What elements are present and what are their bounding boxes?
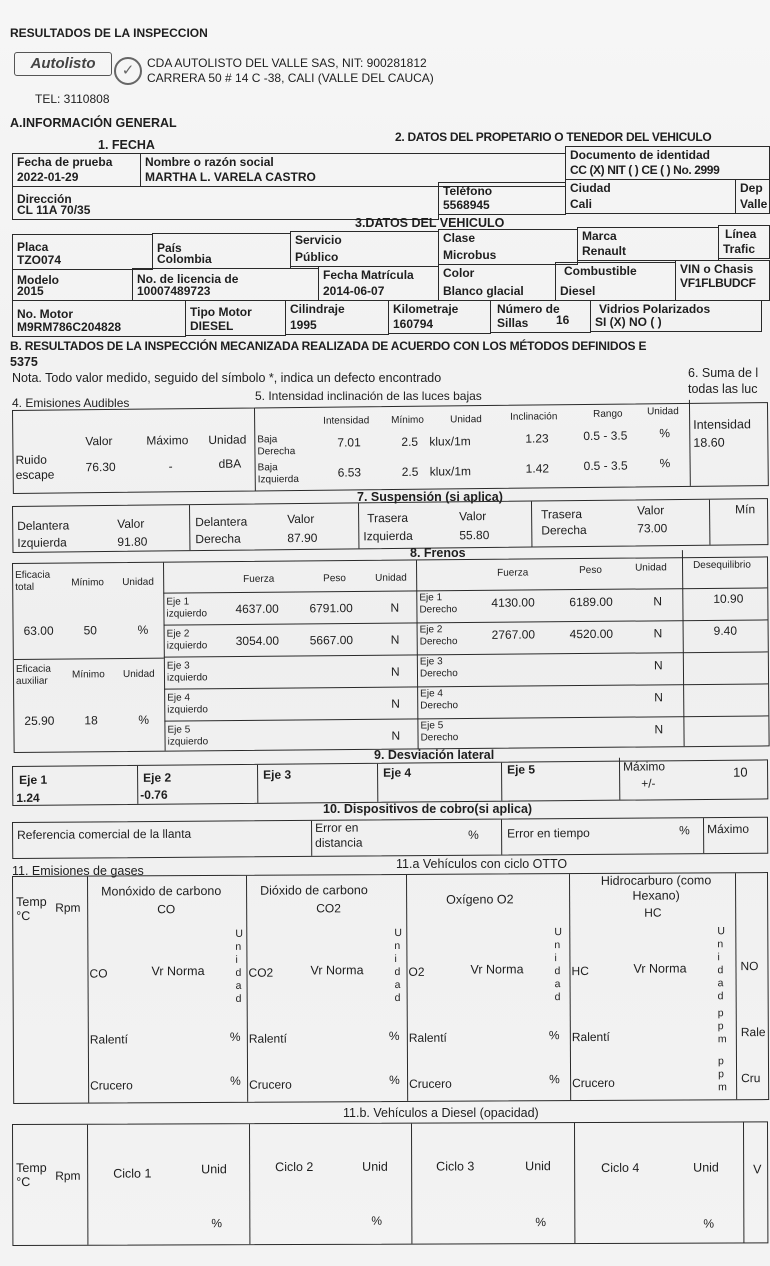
value: CC (X) NIT ( ) CE ( ) No. 2999 xyxy=(570,163,720,177)
brakes-title: 8. Frenos xyxy=(410,546,466,560)
light-inclinacion: 1.42 xyxy=(525,461,550,476)
label: No. Motor xyxy=(17,307,73,321)
ralenti-partial: Rale xyxy=(740,1025,766,1040)
axle-right-unit: N xyxy=(654,722,664,737)
combustible-cell xyxy=(555,262,676,301)
crucero-pct: % xyxy=(389,1072,400,1088)
value: Blanco glacial xyxy=(443,284,524,298)
axle-left-side: izquierdo xyxy=(166,608,208,620)
value: 2022-01-29 xyxy=(17,170,79,184)
axle-right-unit: N xyxy=(653,594,663,609)
suspension-box xyxy=(12,498,768,553)
susp-label: Derecha xyxy=(541,522,587,538)
light-unidad2: % xyxy=(659,456,671,471)
axle-left-peso: 6791.00 xyxy=(309,601,353,616)
susp-min-label: Mín xyxy=(735,502,756,517)
label: Cilindraje xyxy=(290,302,345,316)
axle-left-label: Eje 2 xyxy=(166,628,190,640)
axle-right-unit: N xyxy=(653,626,663,641)
crucero-label: Crucero xyxy=(249,1077,292,1092)
value: 16 xyxy=(556,313,570,327)
label: Teléfono xyxy=(443,184,493,198)
label: VIN o Chasis xyxy=(680,262,754,276)
pais-cell xyxy=(152,233,291,269)
ralenti-label: Ralentí xyxy=(408,1030,447,1045)
sillas-cell xyxy=(490,300,591,333)
susp-value: 73.00 xyxy=(637,521,668,536)
crucero-label: Crucero xyxy=(90,1078,133,1093)
crucero-label: Crucero xyxy=(409,1076,452,1091)
documento-cell xyxy=(565,146,770,180)
light-intensidad: 6.53 xyxy=(337,465,362,480)
kilometraje-cell xyxy=(388,300,491,334)
diesel-unid: Unid xyxy=(362,1159,388,1174)
susp-label: Derecha xyxy=(195,531,241,547)
dev-axle-label: Eje 4 xyxy=(383,765,412,780)
gas-code: CO xyxy=(89,966,108,981)
susp-value: 87.90 xyxy=(287,530,318,546)
company-address: CARRERA 50 # 14 C -38, CALI (VALLE DEL CAUCA) xyxy=(147,71,434,85)
noise-max: - xyxy=(168,459,173,474)
axle-left-label: Eje 3 xyxy=(166,660,190,672)
ralenti-pct: % xyxy=(548,1028,560,1043)
light-row-label: Baja xyxy=(257,462,278,474)
no-label: NO xyxy=(740,959,759,974)
matricula-cell xyxy=(318,266,439,301)
ralenti-label: Ralentí xyxy=(248,1031,287,1046)
susp-valor-label: Valor xyxy=(287,511,315,527)
axle-left-peso: 5667.00 xyxy=(309,633,354,648)
vr-norma-label: Vr Norma xyxy=(470,962,524,977)
taximeter-box xyxy=(12,817,768,859)
fuerza-header: Fuerza xyxy=(243,573,275,585)
axle-left-side: izquierdo xyxy=(166,672,208,684)
otto-title: 11.a Vehículos con ciclo OTTO xyxy=(396,857,568,871)
lights-header-unidad: Unidad xyxy=(450,414,482,426)
deviation-title: 9. Desviación lateral xyxy=(374,748,495,762)
light-unidad2: % xyxy=(659,426,671,441)
gas-sub: HC xyxy=(644,905,662,920)
value: M9RM786C204828 xyxy=(17,320,122,334)
value: Diesel xyxy=(560,284,596,298)
light-unidad: klux/1m xyxy=(429,434,471,449)
licencia-cell xyxy=(132,268,319,301)
noise-label: Ruido escape xyxy=(15,452,55,482)
axle-left-fuerza: 4637.00 xyxy=(235,601,279,617)
diesel-cycle: Ciclo 4 xyxy=(601,1160,640,1175)
ralenti-label: Ralentí xyxy=(89,1032,128,1047)
diesel-cycle: Ciclo 1 xyxy=(113,1166,152,1181)
label: Nombre o razón social xyxy=(145,155,274,169)
vehicle-title: 3.DATOS DEL VEHICULO xyxy=(355,216,505,230)
lights-sum-value: 18.60 xyxy=(693,435,725,450)
temp-label: Temp °C xyxy=(16,1160,47,1189)
gas-sub: CO xyxy=(157,902,176,917)
peso-header: Peso xyxy=(323,573,346,585)
axle-right-label: Eje 4 xyxy=(420,688,444,700)
tax-dist-pct: % xyxy=(468,827,479,842)
diesel-unid: Unid xyxy=(201,1162,227,1177)
fecha-title: 1. FECHA xyxy=(98,138,155,152)
axle-right-fuerza: 4130.00 xyxy=(491,595,535,610)
label: Ciudad xyxy=(570,181,611,195)
axle-right-label: Eje 2 xyxy=(419,624,443,636)
value: 160794 xyxy=(393,317,434,331)
crucero-label: Crucero xyxy=(572,1075,615,1091)
modelo-cell xyxy=(12,269,133,301)
light-inclinacion: 1.23 xyxy=(525,431,549,446)
fuerza-header: Fuerza xyxy=(497,567,529,579)
susp-label: Delantera xyxy=(195,514,248,530)
susp-valor-label: Valor xyxy=(117,516,145,531)
dev-max-label: Máximo xyxy=(622,759,666,774)
axle-left-unit: N xyxy=(390,600,400,615)
rpm-label: Rpm xyxy=(55,1168,81,1183)
tipo-motor-cell xyxy=(185,300,286,336)
unidad-vertical-label: Unidad xyxy=(394,926,402,1004)
value: SI (X) NO ( ) xyxy=(595,315,662,329)
value: DIESEL xyxy=(190,319,234,333)
telefono-cell xyxy=(438,182,566,215)
noise-unidad-header: Unidad xyxy=(208,432,247,447)
label: Marca xyxy=(582,229,617,243)
value: CL 11A 70/35 xyxy=(17,203,91,217)
diesel-cycle: Ciclo 2 xyxy=(275,1159,314,1175)
noise-valor: 76.30 xyxy=(85,459,116,475)
light-minimo: 2.5 xyxy=(401,464,419,479)
axle-left-label: Eje 5 xyxy=(167,724,191,736)
gas-code: CO2 xyxy=(248,965,274,980)
motor-cell xyxy=(12,300,186,337)
linea-cell xyxy=(718,225,770,259)
defect-note: Nota. Todo valor medido, seguido del símbolo *, indica un defecto encontrado xyxy=(12,371,442,385)
lights-title: 5. Intensidad inclinación de las luces bajas xyxy=(255,389,482,403)
diesel-cycle: Ciclo 3 xyxy=(436,1159,475,1174)
eficacia-total-unit: % xyxy=(137,622,149,637)
section-b-title: B. RESULTADOS DE LA INSPECCIÓN MECANIZADA REALIZADA DE ACUERDO CON LOS MÉTODOS DEFINIDOS E xyxy=(10,339,647,353)
value: MARTHA L. VARELA CASTRO xyxy=(145,170,316,184)
diesel-v-partial: V xyxy=(753,1162,762,1177)
noise-unidad: dBA xyxy=(218,456,242,471)
lights-header-minimo: Mínimo xyxy=(391,414,424,427)
servicio-cell xyxy=(290,231,439,267)
axle-desequilibrio: 10.90 xyxy=(713,591,744,606)
axle-right-side: Derecho xyxy=(420,732,459,744)
diesel-pct: % xyxy=(535,1215,547,1230)
lights-sum-label: Intensidad xyxy=(693,417,751,432)
axle-right-fuerza: 2767.00 xyxy=(491,627,536,642)
axle-left-unit: N xyxy=(390,632,400,647)
dev-max-pm: +/- xyxy=(641,776,656,791)
label: Línea xyxy=(725,227,757,241)
value: Trafic xyxy=(723,242,756,256)
gas-title: Dióxido de carbono xyxy=(260,883,368,898)
noise-lights-box xyxy=(12,402,769,494)
diesel-pct: % xyxy=(371,1213,383,1228)
dev-max: 10 xyxy=(733,764,748,780)
axle-right-label: Eje 5 xyxy=(420,720,444,732)
diesel-pct: % xyxy=(703,1216,715,1231)
ciudad-cell xyxy=(565,179,736,214)
value: Renault xyxy=(582,244,627,258)
eficacia-total: 63.00 xyxy=(23,623,54,638)
unidad-vertical-label: Unidad xyxy=(554,926,562,1004)
susp-label: Izquierda xyxy=(17,535,67,550)
clase-cell xyxy=(438,229,578,265)
direccion-cell xyxy=(12,186,439,220)
susp-label: Delantera xyxy=(17,518,70,533)
gas-title: Monóxido de carbono xyxy=(101,883,222,899)
tax-time-pct: % xyxy=(679,823,690,838)
otto-box xyxy=(12,872,769,1104)
lights-header-unidad2: Unidad xyxy=(646,406,679,418)
ppm-vertical-label: ppm xyxy=(717,1007,727,1046)
light-row-label2: Izquierda xyxy=(257,473,299,486)
unidad-header: Unidad xyxy=(122,668,155,681)
rpm-label: Rpm xyxy=(55,900,81,915)
label: Tipo Motor xyxy=(190,305,252,319)
label: Documento de identidad xyxy=(570,148,711,162)
section-a-title: A.INFORMACIÓN GENERAL xyxy=(10,116,177,130)
company-name: CDA AUTOLISTO DEL VALLE SAS, NIT: 900281812 xyxy=(147,56,427,70)
value: Público xyxy=(295,250,339,264)
label: Fecha Matrícula xyxy=(323,268,414,282)
marca-cell xyxy=(577,227,719,261)
value: 10007489723 xyxy=(137,284,211,298)
value: 5568945 xyxy=(443,198,490,212)
label: Clase xyxy=(443,231,476,245)
dev-axle-label: Eje 5 xyxy=(506,762,536,777)
deviation-box xyxy=(12,759,768,806)
vidrios-cell xyxy=(590,300,762,332)
axle-right-side: Derecho xyxy=(419,604,458,616)
report-title: RESULTADOS DE LA INSPECCION xyxy=(10,26,208,40)
tax-dist-label: Error en distancia xyxy=(314,820,363,850)
noise-max-header: Máximo xyxy=(146,433,189,448)
label: Kilometraje xyxy=(393,302,459,316)
minimo-header: Mínimo xyxy=(71,577,105,589)
label: Vidrios Polarizados xyxy=(599,302,711,316)
value: VF1FLBUDCF xyxy=(680,276,756,290)
value: 2014-06-07 xyxy=(323,284,385,298)
light-rango: 0.5 - 3.5 xyxy=(583,428,628,444)
vr-norma-label: Vr Norma xyxy=(633,961,687,976)
susp-label: Izquierda xyxy=(363,528,413,544)
axle-right-label: Eje 3 xyxy=(419,656,443,668)
fecha-cell xyxy=(12,153,141,187)
axle-left-side: izquierdo xyxy=(167,736,209,748)
dev-axle-value: 1.24 xyxy=(16,790,40,805)
dev-axle-value: -0.76 xyxy=(140,787,168,802)
label: Placa xyxy=(17,240,49,254)
peso-header: Peso xyxy=(579,564,602,577)
unidad-vertical-label: Unidad xyxy=(235,927,243,1005)
departamento-cell xyxy=(735,179,770,214)
owner-title: 2. DATOS DEL PROPETARIO O TENEDOR DEL VEHICULO xyxy=(395,130,712,144)
axle-left-unit: N xyxy=(390,664,400,679)
axle-right-peso: 4520.00 xyxy=(569,626,614,642)
eficacia-total-min: 50 xyxy=(83,623,98,638)
axle-right-label: Eje 1 xyxy=(419,592,443,604)
susp-valor-label: Valor xyxy=(459,509,487,524)
tax-ref-label: Referencia comercial de la llanta xyxy=(17,826,192,842)
dev-axle-label: Eje 2 xyxy=(143,770,172,785)
unidad-header: Unidad xyxy=(635,562,667,574)
label: Dirección xyxy=(17,192,72,206)
gases-title: 11. Emisiones de gases xyxy=(12,864,144,878)
brakes-box xyxy=(12,556,770,753)
susp-value: 55.80 xyxy=(459,528,490,543)
minimo-header: Mínimo xyxy=(71,669,105,681)
ralenti-label: Ralentí xyxy=(571,1029,610,1045)
label: Sillas xyxy=(497,316,529,330)
desequilibrio-header: Desequilibrio xyxy=(693,559,751,572)
suma-title-1: 6. Suma de l xyxy=(688,366,759,380)
crucero-pct: % xyxy=(230,1073,241,1088)
ralenti-pct: % xyxy=(388,1028,400,1044)
diesel-unid: Unid xyxy=(525,1159,551,1174)
axle-right-unit: N xyxy=(654,690,663,705)
axle-right-peso: 6189.00 xyxy=(569,594,613,610)
label: Dep xyxy=(740,181,763,195)
cilindraje-cell xyxy=(285,300,389,335)
susp-label: Trasera xyxy=(541,507,583,522)
company-tel: TEL: 3110808 xyxy=(35,92,110,106)
axle-right-side: Derecho xyxy=(419,668,458,680)
ralenti-pct: % xyxy=(229,1029,241,1044)
axle-right-side: Derecho xyxy=(419,636,458,648)
dev-axle-label: Eje 3 xyxy=(263,767,292,782)
temp-label: Temp °C xyxy=(16,894,47,923)
light-row-label2: Derecha xyxy=(257,446,296,458)
label: Combustible xyxy=(564,264,637,278)
axle-right-unit: N xyxy=(653,658,663,673)
diesel-pct: % xyxy=(211,1216,223,1231)
label: Número de xyxy=(497,302,560,316)
eficacia-aux: 25.90 xyxy=(24,713,55,728)
axle-left-unit: N xyxy=(391,728,401,743)
lights-header-inclinacion: Inclinación xyxy=(510,411,558,423)
light-minimo: 2.5 xyxy=(401,434,419,449)
company-logo: Autolisto xyxy=(14,52,112,76)
axle-left-side: izquierdo xyxy=(166,640,208,652)
label: País xyxy=(157,241,182,255)
suma-title-2: todas las luc xyxy=(688,382,758,396)
gas-sub: CO2 xyxy=(316,901,341,916)
diesel-title: 11.b. Vehículos a Diesel (opacidad) xyxy=(343,1106,539,1120)
value: Cali xyxy=(570,197,593,211)
taximeter-title: 10. Dispositivos de cobro(si aplica) xyxy=(323,802,533,816)
value: Colombia xyxy=(157,252,212,266)
axle-left-fuerza: 3054.00 xyxy=(235,633,280,649)
label: Fecha de prueba xyxy=(17,155,113,169)
diesel-box xyxy=(12,1121,768,1246)
unidad-header: Unidad xyxy=(375,572,407,584)
value: 1995 xyxy=(290,318,317,332)
value: TZO074 xyxy=(17,253,62,267)
label: Modelo xyxy=(17,273,59,287)
color-cell xyxy=(438,264,556,301)
crucero-partial: Cru xyxy=(741,1071,761,1086)
value: Valle xyxy=(740,197,768,211)
value: 2015 xyxy=(17,284,44,298)
susp-value: 91.80 xyxy=(117,534,148,549)
axle-right-side: Derecho xyxy=(420,700,459,712)
placa-cell xyxy=(12,234,153,270)
label: No. de licencia de xyxy=(137,272,239,286)
light-unidad: klux/1m xyxy=(429,464,472,479)
eficacia-aux-label: Eficacia auxiliar xyxy=(15,663,51,687)
diesel-unid: Unid xyxy=(693,1160,719,1175)
vr-norma-label: Vr Norma xyxy=(151,963,205,979)
gas-code: HC xyxy=(571,963,589,979)
label: Servicio xyxy=(295,233,342,247)
unidad-vertical-label: Unidad xyxy=(717,925,725,1003)
noise-title: 4. Emisiones Audibles xyxy=(12,396,130,410)
section-b-code: 5375 xyxy=(10,355,38,369)
ppm-vertical-label: ppm xyxy=(717,1055,727,1094)
eficacia-total-label: Eficacia total xyxy=(15,569,51,593)
gas-title: Oxígeno O2 xyxy=(446,892,514,907)
noise-valor-header: Valor xyxy=(85,433,113,449)
check-icon: ✓ xyxy=(114,57,142,85)
light-rango: 0.5 - 3.5 xyxy=(583,458,628,474)
eficacia-aux-unit: % xyxy=(138,712,150,727)
label: Color xyxy=(443,266,475,280)
gas-title: Hidrocarburo (como Hexano) xyxy=(600,873,712,903)
unidad-header: Unidad xyxy=(122,576,154,589)
axle-left-label: Eje 1 xyxy=(166,596,190,608)
light-row-label: Baja xyxy=(257,434,278,446)
eficacia-aux-min: 18 xyxy=(84,713,98,728)
dev-axle-label: Eje 1 xyxy=(19,772,48,787)
suspension-title: 7. Suspensión (si aplica) xyxy=(357,490,503,504)
lights-header-rango: Rango xyxy=(593,408,623,420)
tax-time-label: Error en tiempo xyxy=(507,825,590,841)
axle-left-label: Eje 4 xyxy=(167,692,191,704)
crucero-pct: % xyxy=(549,1072,560,1087)
value: Microbus xyxy=(443,248,497,262)
axle-left-side: izquierdo xyxy=(167,704,208,716)
tax-max-label: Máximo xyxy=(707,821,750,837)
gas-code: O2 xyxy=(408,964,425,979)
vin-cell xyxy=(675,260,770,301)
susp-label: Trasera xyxy=(367,510,409,526)
axle-left-unit: N xyxy=(391,696,400,711)
susp-valor-label: Valor xyxy=(637,503,665,518)
light-intensidad: 7.01 xyxy=(337,435,361,450)
lights-header-intensidad: Intensidad xyxy=(323,415,370,427)
axle-desequilibrio: 9.40 xyxy=(713,623,738,638)
vr-norma-label: Vr Norma xyxy=(310,963,364,978)
